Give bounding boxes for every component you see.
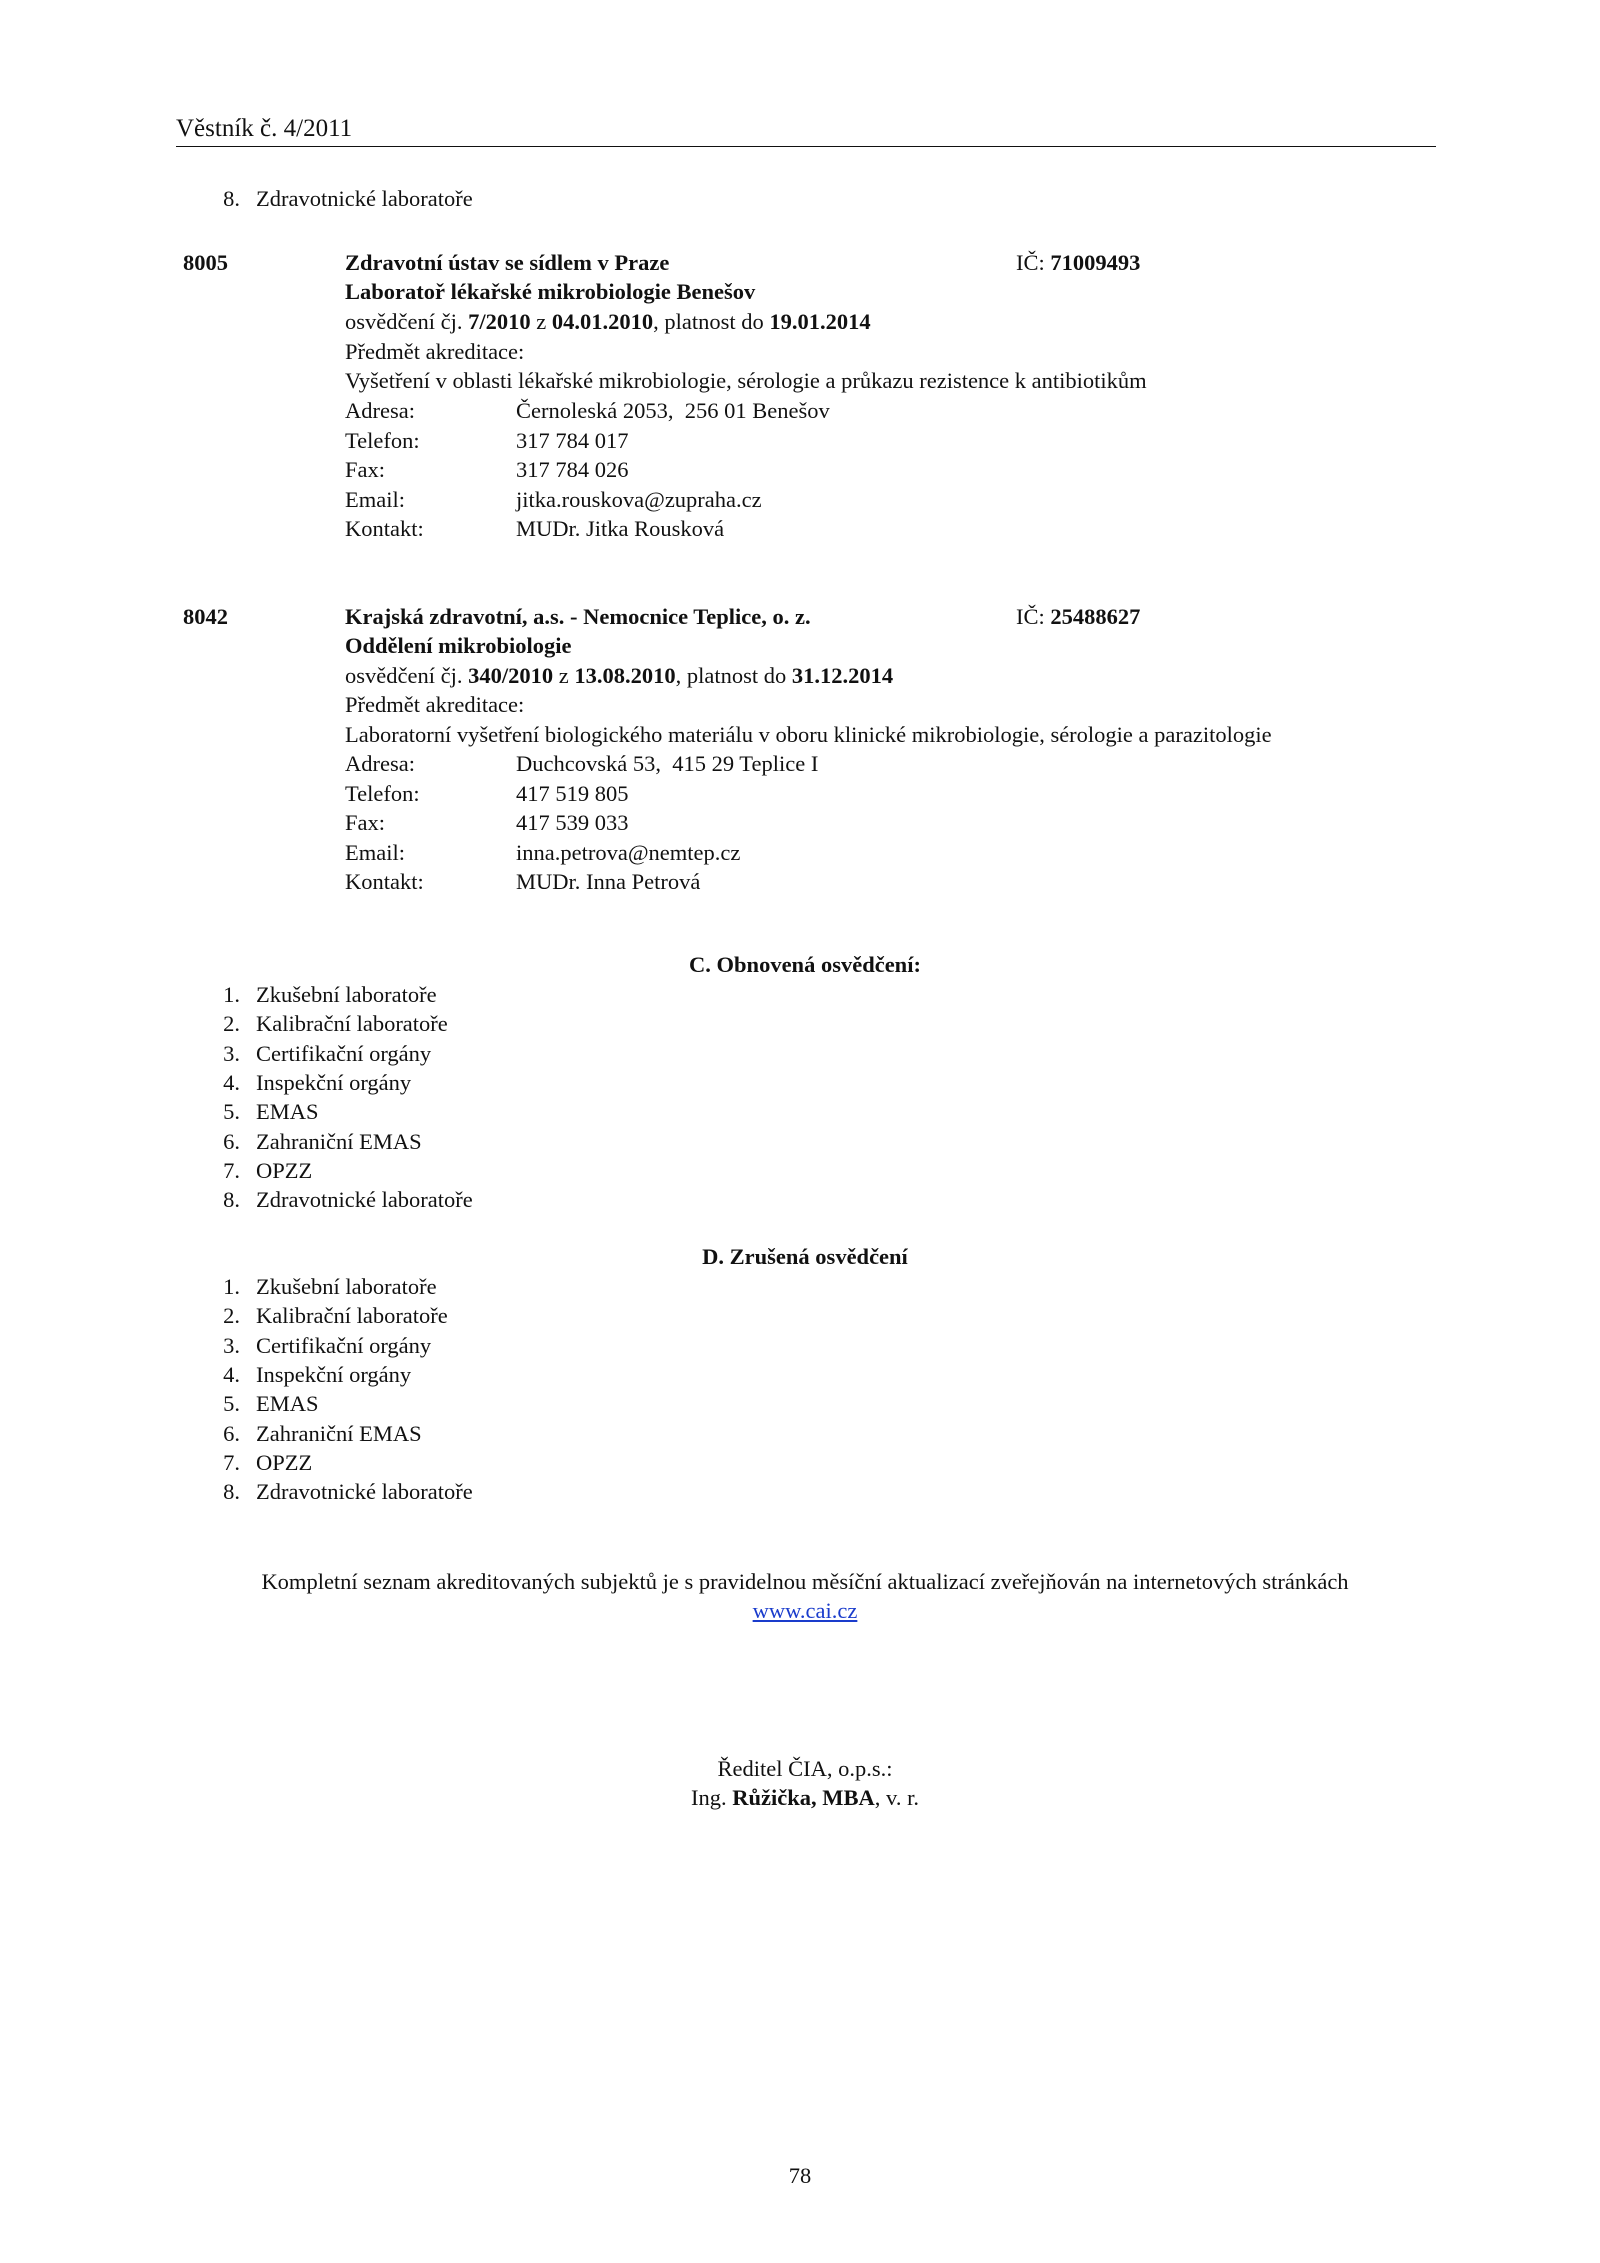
header-rule	[176, 146, 1436, 147]
ic-label: IČ:	[1016, 604, 1045, 629]
cert-valid-date: 31.12.2014	[791, 663, 894, 688]
list-item-number: 4.	[223, 1361, 240, 1387]
section-heading	[206, 188, 606, 214]
list-item-label: OPZZ	[256, 1157, 313, 1183]
cert-valid-text: , platnost do	[675, 663, 787, 688]
signature-person: Růžička, MBA	[732, 1785, 875, 1810]
address-value: Černoleská 2053, 256 01 Benešov	[516, 398, 830, 423]
list-item-number: 4.	[223, 1069, 240, 1095]
cert-valid-text: , platnost do	[653, 309, 764, 334]
list-item-label: Zdravotnické laboratoře	[256, 1479, 473, 1505]
fax-label: Fax:	[345, 810, 386, 835]
list-item	[206, 1128, 706, 1157]
address-value: Duchcovská 53, 415 29 Teplice I	[516, 751, 819, 776]
cert-date: 13.08.2010	[574, 663, 676, 688]
list-item	[206, 1332, 706, 1361]
cert-prefix: osvědčení čj.	[345, 663, 463, 688]
cert-valid-date: 19.01.2014	[769, 309, 871, 334]
footer-link-wrap	[0, 1600, 1600, 1623]
list-item	[206, 1305, 706, 1331]
cert-z: z	[536, 309, 547, 334]
list-item-label: Kalibrační laboratoře	[256, 1303, 448, 1329]
entry-certificate	[345, 311, 871, 334]
entry-unit: Laboratoř lékařské mikrobiologie Benešov	[345, 279, 756, 304]
list-item-number: 7.	[223, 1449, 240, 1475]
subject-label: Předmět akreditace:	[345, 692, 525, 717]
contact-label: Kontakt:	[345, 869, 424, 894]
list-item-number: 8.	[223, 1479, 240, 1505]
list-item-number: 7.	[223, 1157, 240, 1183]
subject-text: Laboratorní vyšetření biologického materiálu v oboru klinické mikrobiologie, sérologie a parazitologie	[345, 722, 1272, 747]
list-item-number: 3.	[223, 1332, 240, 1358]
signature-prefix: Ing.	[691, 1785, 727, 1810]
entry-ic	[1016, 252, 1140, 275]
list-item-label: Certifikační orgány	[256, 1040, 432, 1066]
list-item	[206, 1361, 706, 1390]
list-item-number: 8.	[223, 1187, 240, 1213]
list-item-label: Zdravotnické laboratoře	[256, 1187, 473, 1213]
list-item	[206, 1101, 706, 1127]
entry-id: 8042	[183, 604, 228, 629]
list-item-label: Certifikační orgány	[256, 1332, 432, 1358]
list-item	[206, 1393, 706, 1419]
header-title: Věstník č. 4/2011	[176, 115, 353, 142]
entry-org: Zdravotní ústav se sídlem v Praze	[345, 250, 670, 275]
ic-value: 25488627	[1050, 604, 1141, 629]
entry-org: Krajská zdravotní, a.s. - Nemocnice Teplice, o. z.	[345, 604, 811, 629]
list-item-number: 2.	[223, 1303, 240, 1329]
address-label: Adresa:	[345, 398, 415, 423]
footer-note: Kompletní seznam akreditovaných subjektů je s pravidelnou měsíční aktualizací zveřejňován na internetových stránkách	[261, 1569, 1349, 1594]
cert-number: 340/2010	[468, 663, 554, 688]
email-value: inna.petrova@nemtep.cz	[516, 840, 741, 865]
entry-ic	[1016, 606, 1140, 629]
list-item-number: 6.	[223, 1128, 240, 1154]
cert-date: 04.01.2010	[551, 309, 654, 334]
list-item-label: Inspekční orgány	[256, 1361, 412, 1387]
email-value: jitka.rouskova@zupraha.cz	[516, 487, 762, 512]
list-item	[206, 1069, 706, 1098]
email-label: Email:	[345, 840, 405, 865]
subject-label: Předmět akreditace:	[345, 339, 525, 364]
section-d-heading: D. Zrušená osvědčení	[702, 1244, 908, 1269]
list-item-number: 5.	[223, 1099, 240, 1125]
list-item	[206, 984, 706, 1010]
signature-name	[0, 1787, 1600, 1810]
list-item-label: Zahraniční EMAS	[256, 1420, 422, 1446]
list-item	[206, 1189, 706, 1215]
entry-unit: Oddělení mikrobiologie	[345, 633, 572, 658]
list-item	[206, 1276, 706, 1302]
list-item-label: Kalibrační laboratoře	[256, 1011, 448, 1037]
list-item-number: 3.	[223, 1040, 240, 1066]
list-item-number: 2.	[223, 1011, 240, 1037]
contact-value: MUDr. Jitka Rousková	[516, 516, 725, 541]
phone-label: Telefon:	[345, 428, 420, 453]
cert-prefix: osvědčení čj.	[345, 309, 463, 334]
phone-label: Telefon:	[345, 781, 420, 806]
list-item	[206, 1013, 706, 1039]
fax-value: 317 784 026	[516, 457, 629, 482]
list-item-number: 1.	[223, 1274, 240, 1299]
section-number: 8.	[223, 186, 240, 211]
list-item-label: Zkušební laboratoře	[256, 1274, 437, 1299]
list-item-number: 5.	[223, 1391, 240, 1417]
section-c-heading: C. Obnovená osvědčení:	[689, 952, 921, 977]
list-item-label: Inspekční orgány	[256, 1069, 412, 1095]
email-label: Email:	[345, 487, 405, 512]
list-item-number: 6.	[223, 1420, 240, 1446]
fax-value: 417 539 033	[516, 810, 629, 835]
signature-title: Ředitel ČIA, o.p.s.:	[717, 1756, 893, 1781]
ic-value: 71009493	[1050, 250, 1141, 275]
list-item-label: Zkušební laboratoře	[256, 982, 437, 1007]
list-item-number: 1.	[223, 982, 240, 1007]
list-item	[206, 1157, 706, 1186]
list-item-label: EMAS	[256, 1099, 319, 1125]
cert-z: z	[558, 663, 569, 688]
ic-label: IČ:	[1016, 250, 1045, 275]
list-item	[206, 1449, 706, 1478]
list-item	[206, 1481, 706, 1507]
entry-id: 8005	[183, 250, 228, 275]
list-item-label: OPZZ	[256, 1449, 313, 1475]
list-item	[206, 1420, 706, 1449]
cert-number: 7/2010	[468, 309, 531, 334]
list-item-label: EMAS	[256, 1391, 319, 1417]
fax-label: Fax:	[345, 457, 386, 482]
subject-text: Vyšetření v oblasti lékařské mikrobiologie, sérologie a průkazu rezistence k antibiotikům	[345, 368, 1147, 393]
address-label: Adresa:	[345, 751, 415, 776]
section-label: Zdravotnické laboratoře	[256, 186, 473, 211]
phone-value: 417 519 805	[516, 781, 629, 806]
entry-certificate	[345, 665, 893, 688]
phone-value: 317 784 017	[516, 428, 629, 453]
contact-value: MUDr. Inna Petrová	[516, 869, 701, 894]
page-number: 78	[788, 2163, 812, 2188]
contact-label: Kontakt:	[345, 516, 424, 541]
list-item-label: Zahraniční EMAS	[256, 1128, 422, 1154]
cai-website-link[interactable]: www.cai.cz	[752, 1598, 858, 1623]
list-item	[206, 1040, 706, 1069]
signature-suffix: , v. r.	[874, 1785, 919, 1810]
